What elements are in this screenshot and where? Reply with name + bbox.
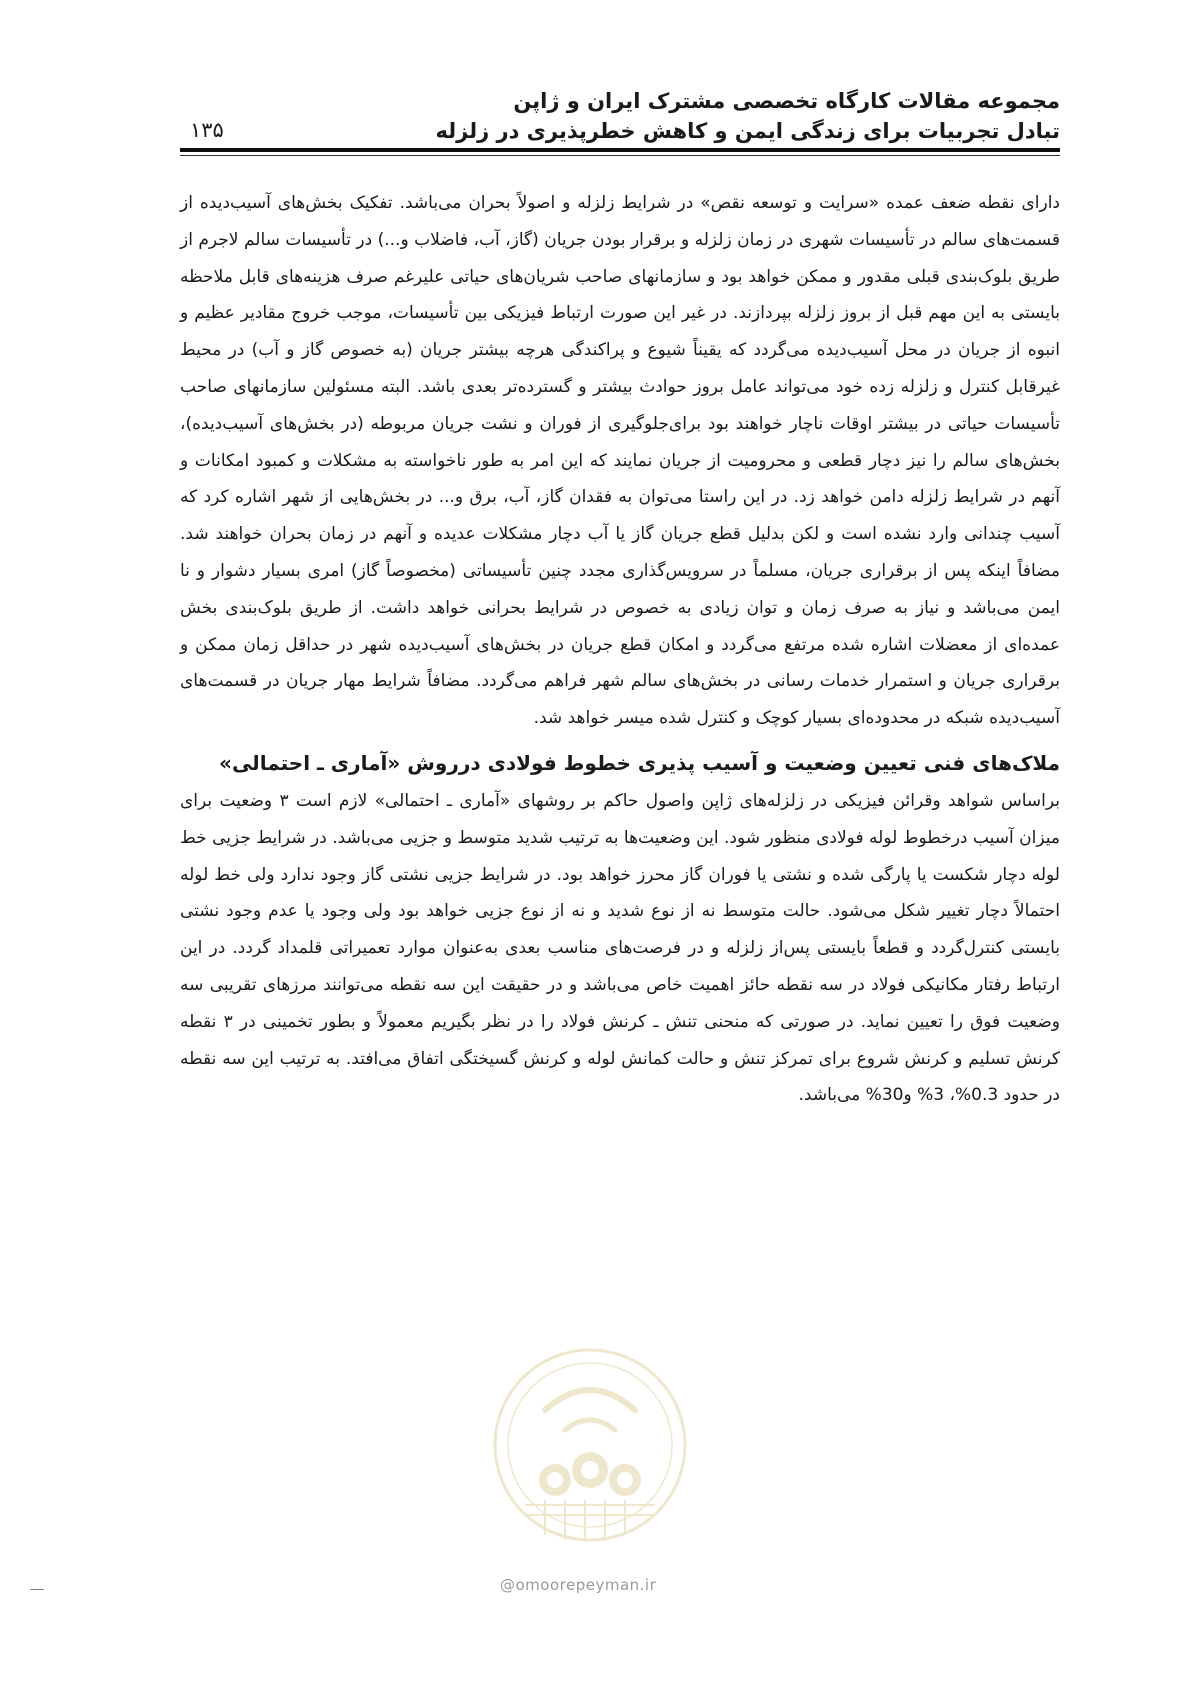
- header-rule-thin: [180, 155, 1060, 156]
- page-header: [180, 78, 1060, 152]
- header-title-line-2: تبادل تجربیات برای زندگی ایمن و کاهش خطرپذیری در زلزله: [435, 119, 1060, 143]
- watermark-url: @omoorepeyman.ir: [500, 1576, 657, 1594]
- section-heading: ملاک‌های فنی تعیین وضعیت و آسیب پذیری خطوط فولادی درروش «آماری ـ احتمالی»: [219, 750, 1060, 775]
- margin-mark: [30, 1589, 44, 1590]
- header-title: [436, 86, 1060, 146]
- header-title-line-1: مجموعه مقالات کارگاه تخصصی مشترک ایران و ژاپن: [513, 89, 1060, 113]
- header-rule-thick: [180, 148, 1060, 152]
- body-text: [180, 185, 1060, 1114]
- paragraph-1: دارای نقطه ضعف عمده «سرایت و توسعه نقص» در شرایط زلزله و اصولاً بحران می‌باشد. تفکیک بخش‌های آسیب‌دیده از قسمت‌های سالم در تأسیسات شهری در زمان زلزله و برقرار بودن جریان (گاز، آب، فاضلاب و...) در تأسیسات سالم لاجرم از طریق بلوک‌بندی قبلی مقدور و ممکن خواهد بود و سازمانهای صاحب شریان‌های حیاتی علیرغم صرف هزینه‌های قابل ملاحظه بایستی به این مهم قبل از بروز زلزله بپردازند. در غیر این صورت ارتباط فیزیکی بین تأسیسات، موجب خروج مقادیر عظیم و انبوه از جریان در محل آسیب‌دیده می‌گردد که یقیناً شیوع و پراکندگی هرچه بیشتر جریان (به خصوص گاز و آب) در محیط غیرقابل کنترل و زلزله زده خود می‌تواند عامل بروز حوادث بیشتر و گسترده‌تر بعدی باشد. البته مسئولین سازمانهای صاحب تأسیسات حیاتی در بیشتر اوقات ناچار خواهند بود برای‌جلوگیری از فوران و نشت جریان مربوطه (در بخش‌های آسیب‌دیده)، بخش‌های سالم را نیز دچار قطعی و محرومیت از جریان نمایند که این امر به طور ناخواسته به مشکلات و کمبود امکانات و آنهم در شرایط زلزله دامن خواهد زد. در این راستا می‌توان به فقدان گاز، آب، برق و... در بخش‌هایی از شهر اشاره کرد که آسیب چندانی وارد نشده است و لکن بدلیل قطع جریان گاز یا آب دچار مشکلات عدیده و آنهم در زمان بحران خواهند شد. مضافاً اینکه پس از برقراری جریان، مسلماً در سرویس‌گذاری مجدد چنین تأسیساتی (مخصوصاً گاز) امری بسیار دشوار و نا ایمن می‌باشد و نیاز به صرف زمان و توان زیادی به خصوص در شرایط بحرانی خواهد داشت. از طریق بلوک‌بندی بخش عمده‌ای از معضلات اشاره شده مرتفع می‌گردد و امکان قطع جریان در بخش‌های آسیب‌دیده شهر در حداقل زمان ممکن و برقراری جریان و استمرار خدمات رسانی در بخش‌های سالم شهر فراهم می‌گردد. مضافاً شرایط مهار جریان در قسمت‌های آسیب‌دیده شبکه در محدوده‌ای بسیار کوچک و کنترل شده میسر خواهد شد.: [180, 193, 1060, 729]
- page-number: ۱۳۵: [190, 118, 224, 142]
- paragraph-2: براساس شواهد وقرائن فیزیکی در زلزله‌های ژاپن واصول حاکم بر روشهای «آماری ـ احتمالی» لازم است ۳ وضعیت برای میزان آسیب درخطوط لوله فولادی منظور شود. این وضعیت‌ها به ترتیب شدید متوسط و جزیی می‌باشد. در شرایط جزیی خط لوله دچار شکست یا پارگی شده و نشتی یا فوران گاز محرز خواهد بود. در شرایط جزیی نشتی گاز وجود ندارد ولی خط لوله احتمالاً دچار تغییر شکل می‌شود. حالت متوسط نه از نوع شدید و نه از نوع جزیی خواهد بود ولی وجود یا عدم وجود نشتی بایستی کنترل‌گردد و قطعاً بایستی پس‌از زلزله و در فرصت‌های مناسب بعدی به‌عنوان موارد تعمیراتی قلمداد گردد. در این ارتباط رفتار مکانیکی فولاد در سه نقطه حائز اهمیت خاص می‌باشد و در حقیقت این سه نقطه می‌توانند مرزهای تقریبی سه وضعیت فوق را تعیین نماید. در صورتی که منحنی تنش ـ کرنش فولاد را در نظر بگیریم معمولاً و بطور تخمینی در ۳ نقطه کرنش تسلیم و کرنش شروع برای تمرکز تنش و حالت کمانش لوله و کرنش گسیختگی اتفاق می‌افتد. به ترتیب این سه نقطه در حدود 0.3%، 3% و30% می‌باشد.: [180, 790, 1060, 1106]
- omoore-peyman-seal-icon: [485, 1340, 695, 1570]
